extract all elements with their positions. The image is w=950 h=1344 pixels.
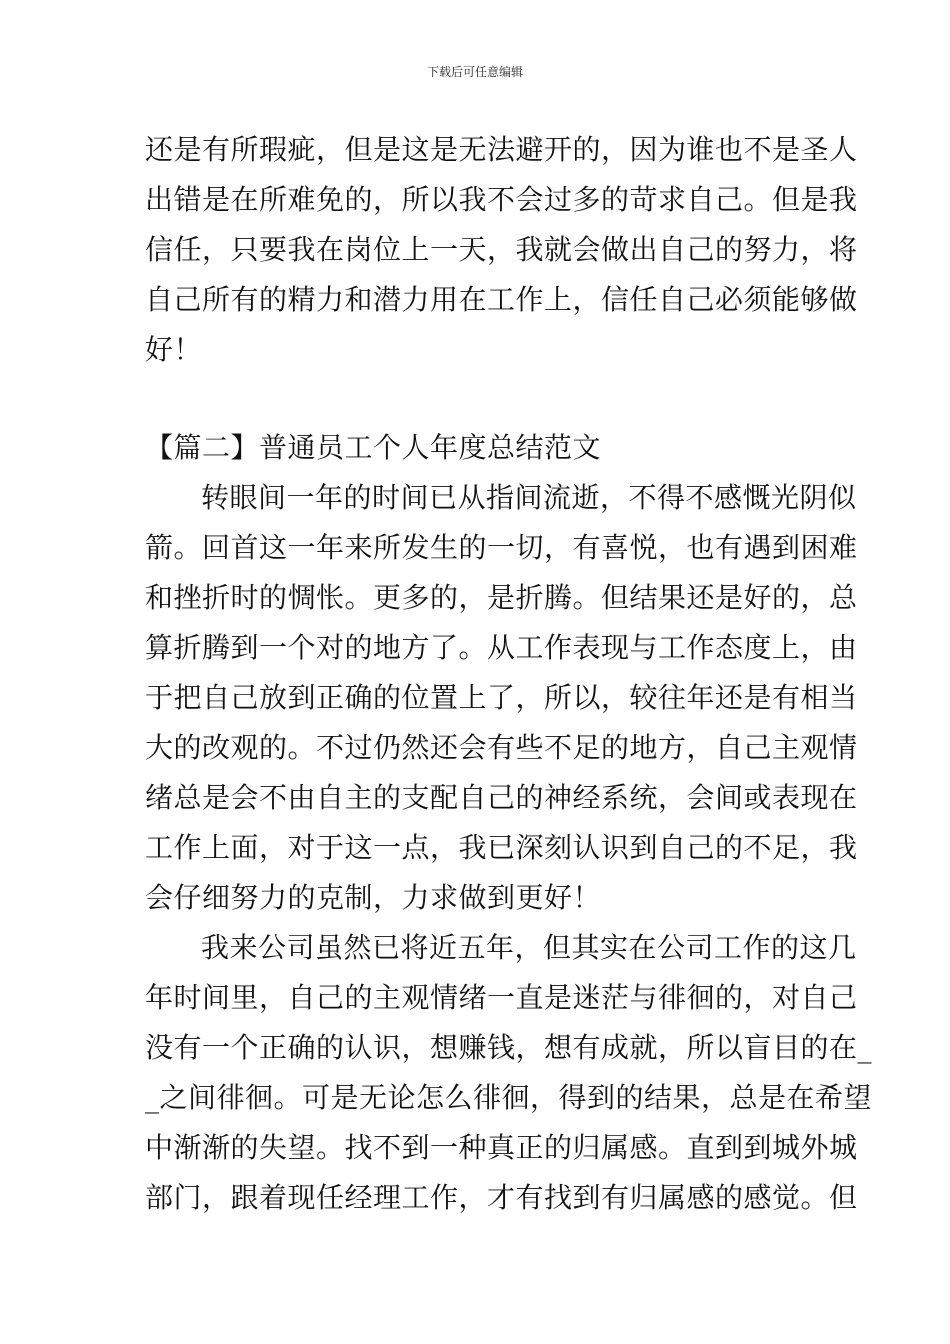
page-header: 下载后可任意编辑	[426, 65, 523, 79]
text-line: 自己所有的精力和潜力用在工作上，信任自己必须能够做	[145, 283, 858, 316]
text-line: 算折腾到一个对的地方了。从工作表现与工作态度上，由	[145, 631, 858, 664]
text-line: 出错是在所难免的，所以我不会过多的苛求自己。但是我	[145, 183, 858, 216]
text-line: 箭。回首这一年来所发生的一切，有喜悦，也有遇到困难	[145, 531, 858, 564]
text-line: 部门，跟着现任经理工作，才有找到有归属感的感觉。但	[145, 1181, 858, 1214]
text-line: 好！	[145, 333, 203, 366]
text-line: 信任，只要我在岗位上一天，我就会做出自己的努力，将	[145, 233, 858, 266]
section-title: 【篇二】普通员工个人年度总结范文	[145, 431, 602, 464]
text-line: 我来公司虽然已将近五年，但其实在公司工作的这几	[201, 931, 857, 964]
text-line: 工作上面，对于这一点，我已深刻认识到自己的不足，我	[145, 831, 858, 864]
text-line: 转眼间一年的时间已从指间流逝，不得不感慨光阴似	[201, 481, 857, 514]
text-line: 于把自己放到正确的位置上了，所以，较往年还是有相当	[145, 681, 858, 714]
text-line: 绪总是会不由自主的支配自己的神经系统，会间或表现在	[145, 781, 858, 814]
text-line: 还是有所瑕疵，但是这是无法避开的，因为谁也不是圣人	[145, 133, 858, 166]
text-line: 年时间里，自己的主观情绪一直是迷茫与徘徊的，对自己	[145, 981, 858, 1014]
text-line: 大的改观的。不过仍然还会有些不足的地方，自己主观情	[145, 731, 858, 764]
text-line: 中渐渐的失望。找不到一种真正的归属感。直到到城外城	[145, 1131, 858, 1164]
text-line: 没有一个正确的认识，想赚钱，想有成就，所以盲目的在_	[145, 1031, 873, 1064]
text-line: 会仔细努力的克制，力求做到更好！	[145, 881, 602, 914]
text-line: _之间徘徊。可是无论怎么徘徊，得到的结果，总是在希望	[145, 1081, 873, 1114]
text-line: 和挫折时的惆怅。更多的，是折腾。但结果还是好的，总	[145, 581, 858, 614]
